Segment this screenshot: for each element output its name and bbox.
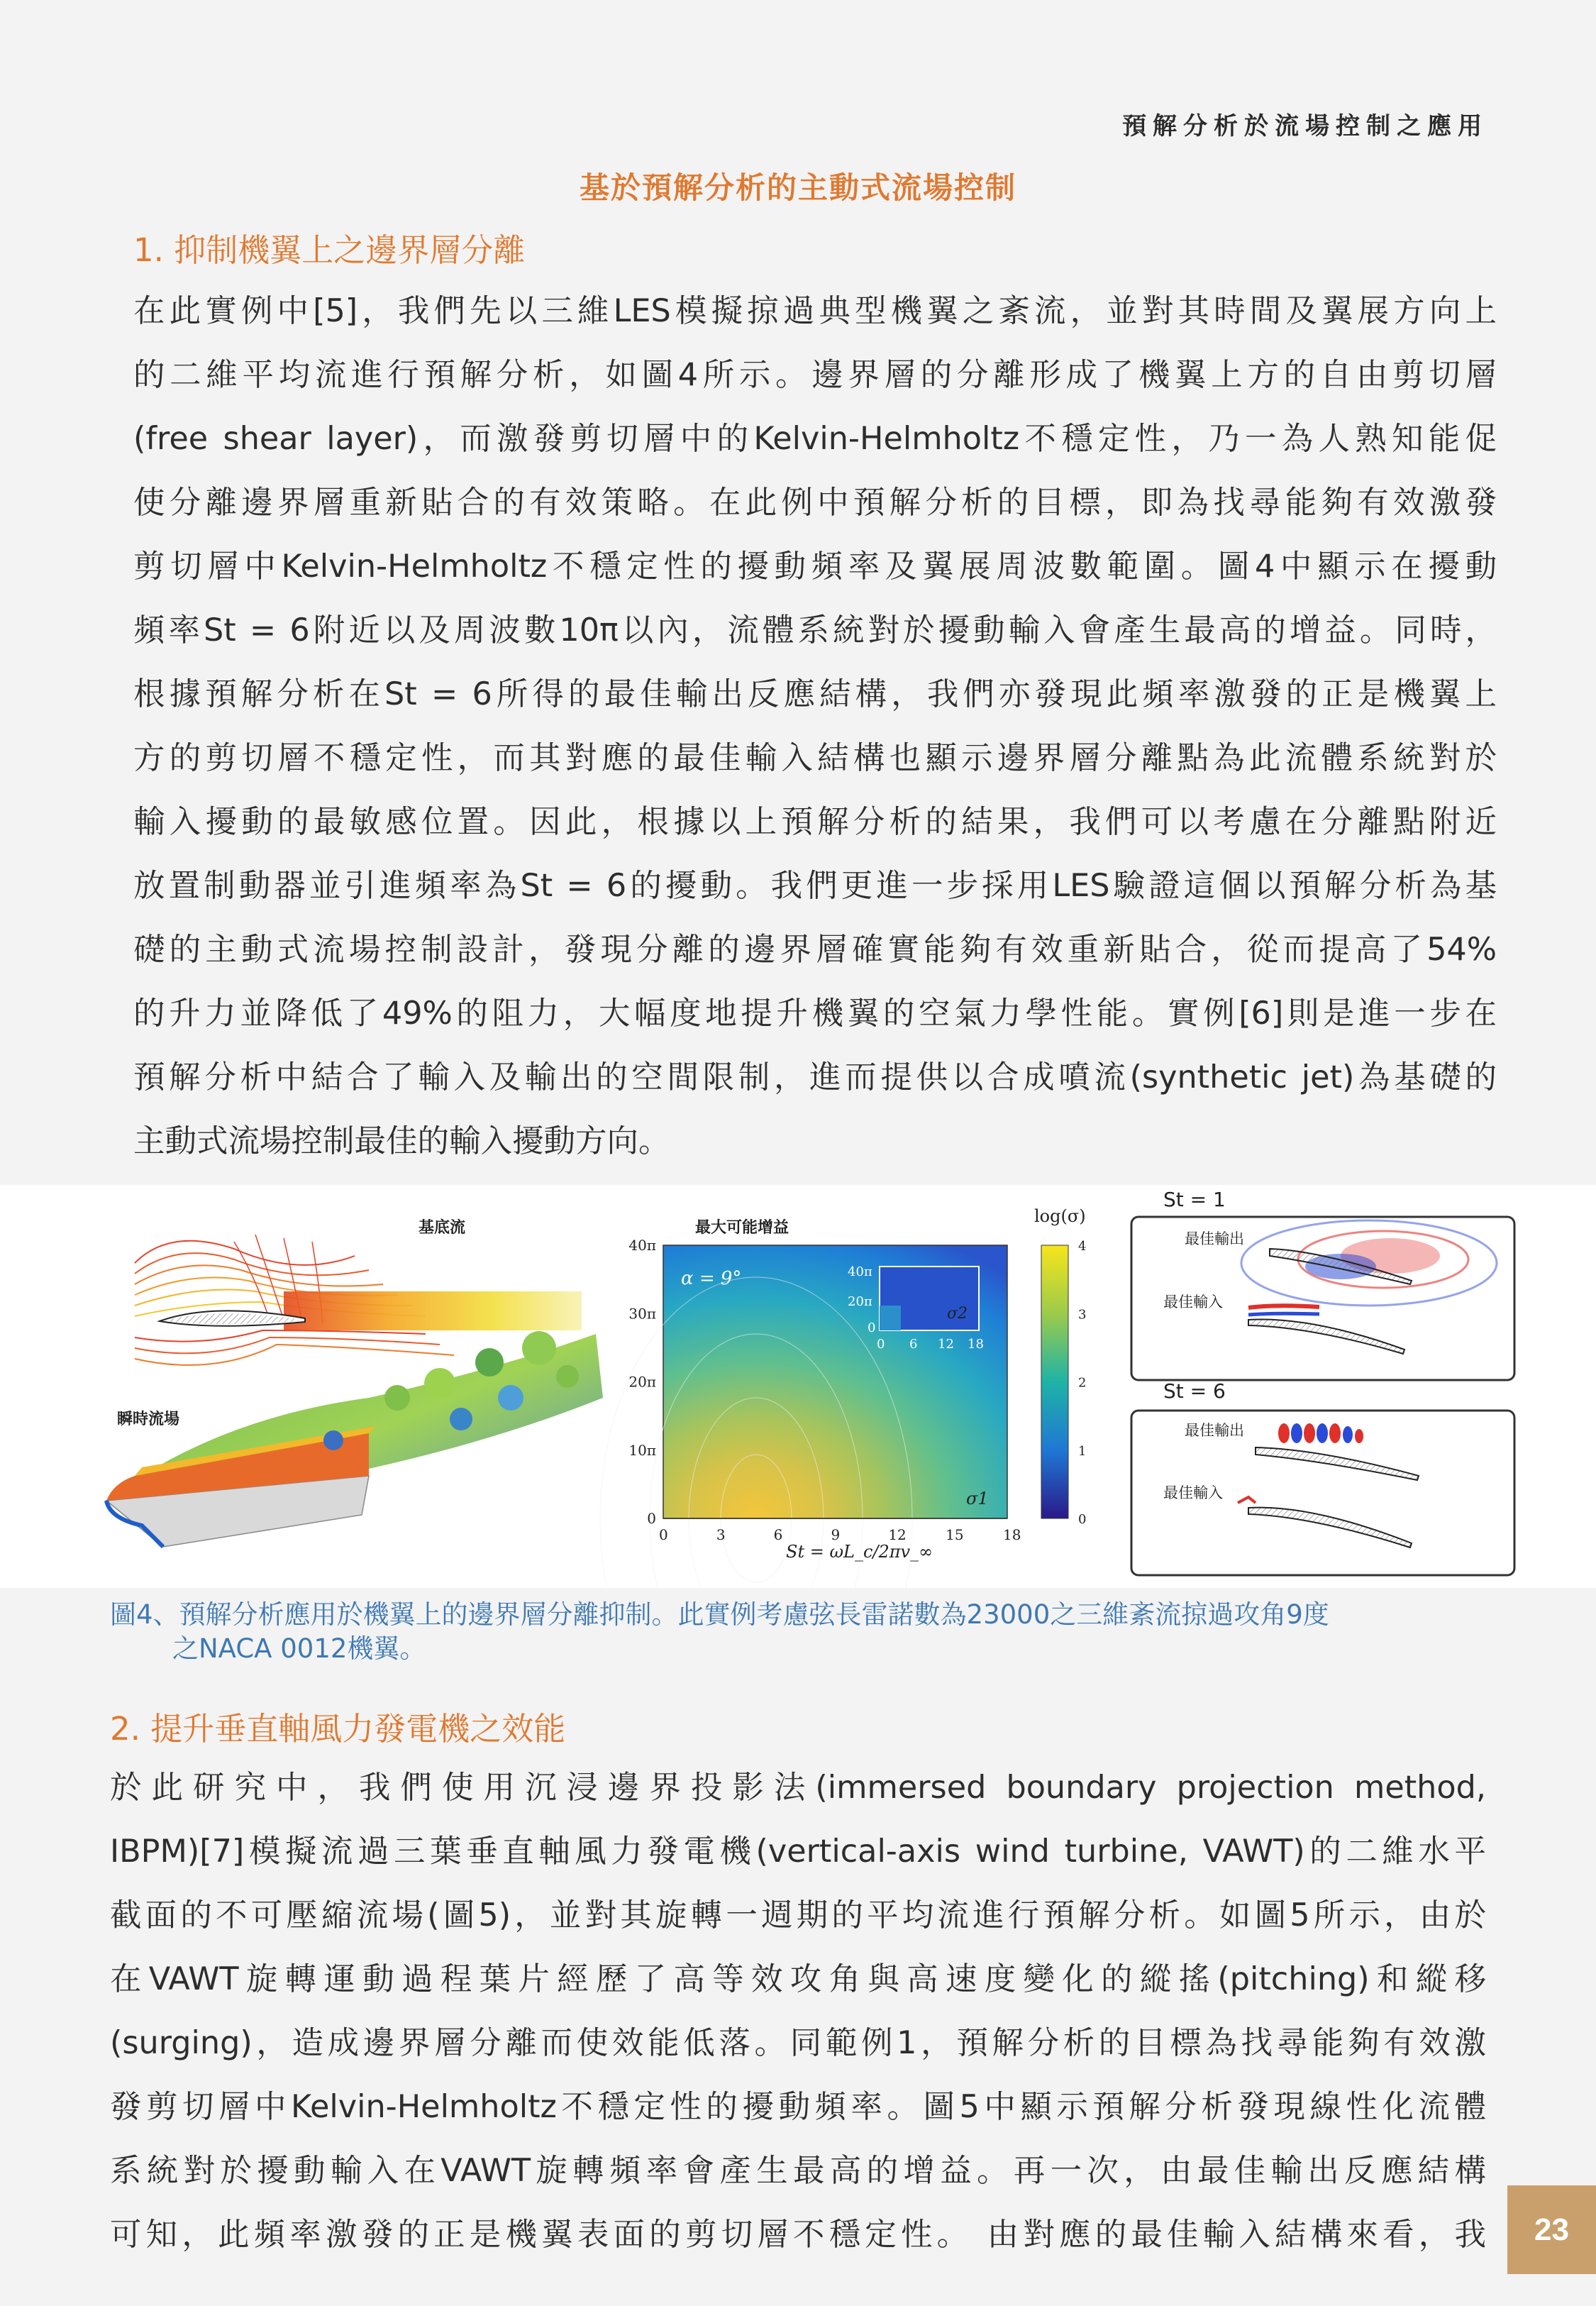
alpha-annotation: α = 9° [681, 1268, 742, 1289]
x-tick-label: 6 [773, 1526, 783, 1543]
body-line: 頻率St = 6附近以及周波數10π以內，流體系統對於擾動輸入會產生最高的增益。同時， [133, 612, 1497, 649]
body-line: 輸入擾動的最敏感位置。因此，根據以上預解分析的結果，我們可以考慮在分離點附近 [133, 804, 1497, 840]
gain-heatmap-chart [600, 1206, 1086, 1588]
inset-ytick: 40π [848, 1264, 872, 1279]
inset-xtick: 12 [938, 1337, 954, 1352]
body-line: 系統對於擾動輸入在VAWT旋轉頻率會產生最高的增益。再一次，由最佳輸出反應結構 [110, 2153, 1486, 2189]
y-tick-label: 0 [647, 1510, 656, 1527]
body-line: (free shear layer)，而激發剪切層中的Kelvin-Helmholtz不穩定性，乃一為人熟知能促 [133, 421, 1497, 457]
body-line: 的二維平均流進行預解分析，如圖4所示。邊界層的分離形成了機翼上方的自由剪切層 [133, 357, 1497, 393]
y-tick-labels [628, 1237, 656, 1527]
subsection-2-heading: 2. 提升垂直軸風力發電機之效能 [110, 1710, 566, 1748]
body-line: 預解分析中結合了輸入及輸出的空間限制，進而提供以合成噴流(synthetic jet)為基礎的 [133, 1059, 1497, 1096]
colorbar-label: log(σ) [1034, 1206, 1086, 1226]
body-line: 剪切層中Kelvin-Helmholtz不穩定性的擾動頻率及翼展周波數範圍。圖4中顯示在擾動 [133, 548, 1497, 585]
inset-xtick: 0 [877, 1337, 885, 1352]
body-line: 可知，此頻率激發的正是機翼表面的剪切層不穩定性。 由對應的最佳輸入結構來看，我 [110, 2217, 1486, 2253]
colorbar-tick-label: 0 [1078, 1512, 1087, 1527]
inset-xtick: 18 [968, 1337, 984, 1352]
y-tick-label: 30π [628, 1305, 656, 1323]
sigma1-label: σ1 [966, 1489, 989, 1508]
x-tick-label: 0 [659, 1526, 668, 1543]
inset-ytick: 0 [868, 1320, 876, 1335]
y-tick-label: 20π [628, 1373, 656, 1391]
body-line: 方的剪切層不穩定性，而其對應的最佳輸入結構也顯示邊界層分離點為此流體系統對於 [133, 740, 1497, 776]
body-line: 主動式流場控制最佳的輸入擾動方向。 [133, 1123, 670, 1159]
body-line: 在VAWT旋轉運動過程葉片經歷了高等效攻角與高速度變化的縱搖(pitching)和縱移 [110, 1961, 1486, 1997]
subsection-1-heading: 1. 抑制機翼上之邊界層分離 [133, 231, 526, 269]
body-line: 的升力並降低了49%的阻力，大幅度地提升機翼的空氣力學性能。實例[6]則是進一步在 [133, 995, 1497, 1032]
st1-output-label: 最佳輸出 [1185, 1230, 1244, 1247]
inset-ytick: 20π [848, 1294, 872, 1309]
body-line: 在此實例中[5]，我們先以三維LES模擬掠過典型機翼之紊流，並對其時間及翼展方向上 [133, 293, 1497, 329]
st1-input-label: 最佳輸入 [1163, 1293, 1223, 1311]
st6-input-label: 最佳輸入 [1163, 1484, 1223, 1501]
instantaneous-flow-render [106, 1331, 603, 1547]
x-tick-label: 12 [888, 1526, 907, 1543]
base-flow-streamlines [135, 1235, 582, 1365]
x-tick-labels [659, 1526, 1021, 1543]
colorbar-tick-label: 2 [1078, 1375, 1087, 1391]
caption-line-1: 圖4、預解分析應用於機翼上的邊界層分離抑制。此實例考慮弦長雷諾數為23000之三維紊流掠過攻角9度 [110, 1599, 1329, 1630]
body-line: 根據預解分析在St = 6所得的最佳輸出反應結構，我們亦發現此頻率激發的正是機翼上 [133, 676, 1497, 712]
subsection-1-body [133, 280, 1497, 1174]
st6-title: St = 6 [1163, 1379, 1226, 1403]
x-tick-label: 15 [946, 1526, 964, 1543]
page-number: 23 [1507, 2185, 1596, 2274]
st6-panel [1131, 1379, 1514, 1575]
y-tick-label: 40π [628, 1237, 656, 1254]
body-line: 使分離邊界層重新貼合的有效策略。在此例中預解分析的目標，即為找尋能夠有效激發 [133, 485, 1497, 521]
sigma2-label: σ2 [947, 1305, 968, 1323]
body-line: 礎的主動式流場控制設計，發現分離的邊界層確實能夠有效重新貼合，從而提高了54% [133, 932, 1497, 968]
body-line: (surging)，造成邊界層分離而使效能低落。同範例1，預解分析的目標為找尋能夠有效激 [110, 2025, 1486, 2061]
x-tick-label: 18 [1003, 1526, 1021, 1543]
colorbar-tick-label: 4 [1078, 1239, 1087, 1254]
st1-title: St = 1 [1163, 1188, 1226, 1211]
figure-4-caption [110, 1598, 1329, 1666]
colorbar [1041, 1245, 1068, 1518]
body-line: 於此研究中，我們使用沉浸邊界投影法(immersed boundary projection method, [110, 1770, 1486, 1806]
colorbar-tick-labels [1078, 1239, 1086, 1527]
colorbar-tick-label: 1 [1078, 1443, 1087, 1459]
st6-output-label: 最佳輸出 [1185, 1422, 1244, 1439]
y-tick-label: 10π [628, 1441, 656, 1459]
x-tick-label: 3 [716, 1526, 726, 1543]
body-line: 截面的不可壓縮流場(圖5)，並對其旋轉一週期的平均流進行預解分析。如圖5所示，由於 [110, 1897, 1486, 1933]
base-flow-label: 基底流 [419, 1219, 466, 1237]
figure-4 [0, 1185, 1596, 1588]
body-line: IBPM)[7]模擬流過三葉垂直軸風力發電機(vertical-axis wind turbine, VAWT)的二維水平 [110, 1833, 1486, 1870]
x-axis-label: St = ωL_c/2πv_∞ [786, 1542, 933, 1562]
chart-title: 最大可能增益 [695, 1219, 789, 1237]
subsection-2-body [110, 1756, 1486, 2267]
section-title: 基於預解分析的主動式流場控制 [579, 170, 1016, 205]
running-header: 預解分析於流場控制之應用 [1122, 112, 1488, 140]
colorbar-tick-label: 3 [1078, 1307, 1087, 1323]
body-line: 發剪切層中Kelvin-Helmholtz不穩定性的擾動頻率。圖5中顯示預解分析發現線性化流體 [110, 2089, 1486, 2125]
st1-panel [1131, 1188, 1514, 1380]
body-line: 放置制動器並引進頻率為St = 6的擾動。我們更進一步採用LES驗證這個以預解分析為基 [133, 868, 1497, 904]
x-tick-label: 9 [831, 1526, 841, 1543]
caption-line-2: 之NACA 0012機翼。 [172, 1633, 426, 1664]
instantaneous-flow-label: 瞬時流場 [117, 1411, 180, 1428]
inset-xtick: 6 [909, 1337, 918, 1352]
